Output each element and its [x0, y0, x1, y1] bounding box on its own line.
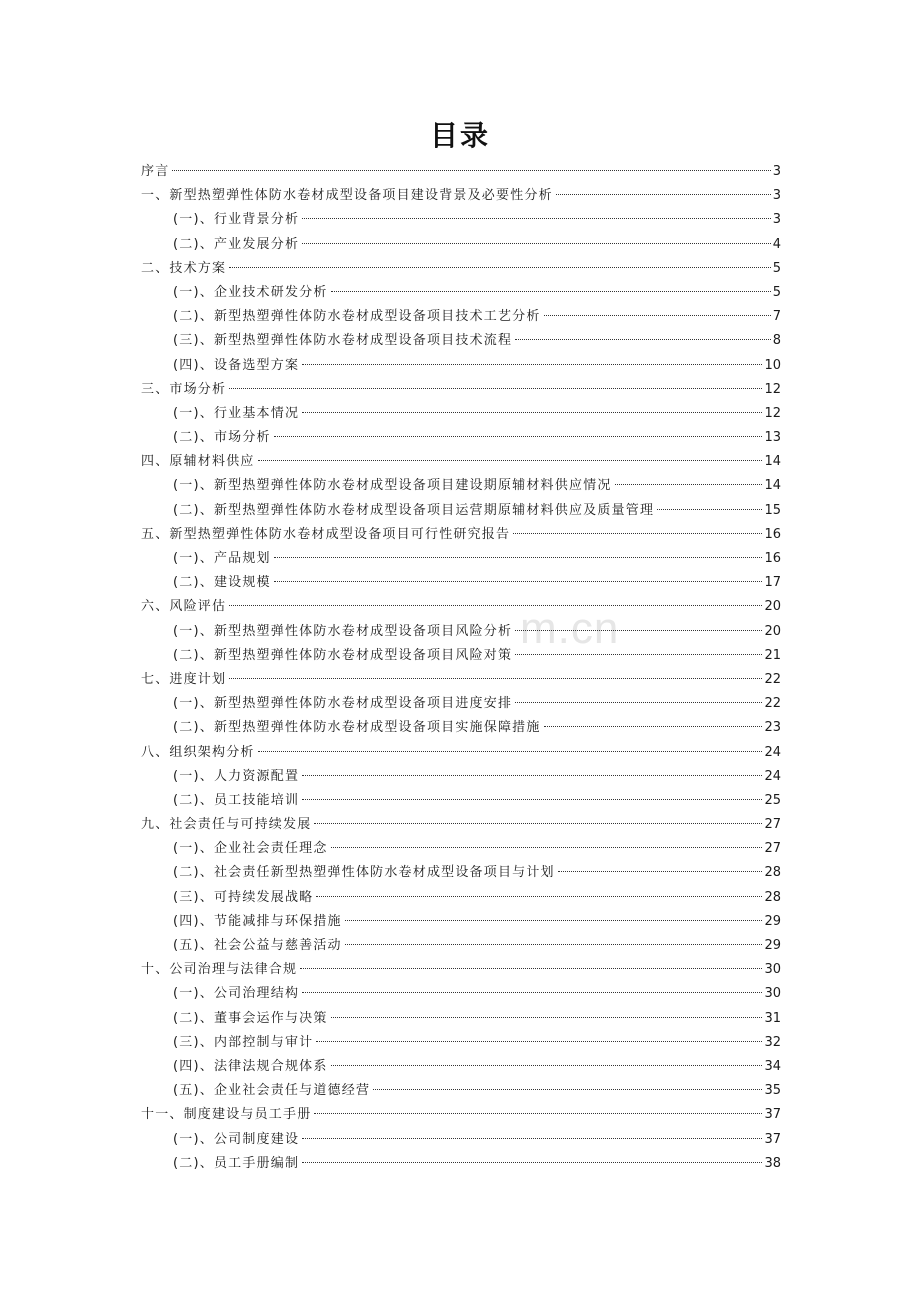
toc-page-number: 3: [772, 212, 781, 228]
toc-dot-leader: [345, 920, 763, 921]
toc-section-entry[interactable]: [141, 499, 781, 523]
toc-chapter-entry[interactable]: [141, 257, 781, 281]
toc-page-number: 28: [764, 889, 781, 905]
toc-chapter-entry[interactable]: [141, 741, 781, 765]
toc-entry-title: 八、组织架构分析: [141, 744, 255, 760]
toc-dot-leader: [302, 364, 762, 365]
toc-entry-title: 四、原辅材料供应: [141, 454, 255, 470]
toc-entry-title: 七、进度计划: [141, 671, 227, 687]
toc-page-number: 16: [764, 551, 781, 566]
toc-section-entry[interactable]: [141, 1152, 781, 1176]
toc-entry-title: (二)、员工技能培训: [173, 792, 300, 808]
toc-entry-title: 九、社会责任与可持续发展: [141, 817, 312, 833]
toc-dot-leader: [657, 509, 762, 510]
toc-section-entry[interactable]: [141, 474, 781, 498]
toc-dot-leader: [229, 678, 762, 679]
toc-section-entry[interactable]: [141, 426, 781, 450]
toc-dot-leader: [316, 896, 762, 897]
toc-entry-title: (一)、新型热塑弹性体防水卷材成型设备项目建设期原辅材料供应情况: [173, 478, 612, 494]
toc-page-number: 30: [764, 986, 781, 1002]
toc-entry-title: (二)、新型热塑弹性体防水卷材成型设备项目技术工艺分析: [173, 309, 541, 325]
toc-dot-leader: [274, 557, 763, 558]
toc-entry-title: (二)、新型热塑弹性体防水卷材成型设备项目风险对策: [173, 647, 513, 663]
toc-entry-title: 序言: [141, 164, 170, 179]
toc-dot-leader: [302, 412, 762, 413]
toc-entry-title: (一)、产品规划: [173, 551, 271, 566]
toc-dot-leader: [314, 1113, 762, 1114]
toc-chapter-entry[interactable]: [141, 813, 781, 837]
toc-dot-leader: [302, 218, 771, 219]
toc-dot-leader: [302, 243, 771, 244]
toc-dot-leader: [274, 436, 763, 437]
toc-chapter-entry[interactable]: [141, 523, 781, 547]
toc-entry-title: (三)、新型热塑弹性体防水卷材成型设备项目技术流程: [173, 333, 513, 349]
toc-dot-leader: [302, 775, 762, 776]
toc-page-number: 5: [772, 260, 781, 276]
toc-page-number: 34: [764, 1058, 781, 1074]
toc-section-entry[interactable]: [141, 208, 781, 232]
toc-dot-leader: [302, 1138, 762, 1139]
toc-page-number: 31: [764, 1010, 781, 1026]
toc-page-number: 27: [764, 841, 781, 857]
toc-dot-leader: [258, 751, 763, 752]
toc-section-entry[interactable]: [141, 1055, 781, 1079]
toc-dot-leader: [302, 992, 762, 993]
toc-dot-leader: [229, 267, 771, 268]
toc-page-number: 7: [772, 309, 781, 325]
toc-page-number: 27: [764, 817, 781, 833]
toc-entry-title: 六、风险评估: [141, 599, 227, 615]
toc-entry-title: (一)、公司制度建设: [173, 1131, 300, 1147]
toc-chapter-entry[interactable]: [141, 184, 781, 208]
toc-entry-title: (四)、法律法规合规体系: [173, 1058, 328, 1074]
page-title: 目录: [429, 119, 490, 152]
toc-entry-title: 五、新型热塑弹性体防水卷材成型设备项目可行性研究报告: [141, 526, 511, 542]
toc-dot-leader: [316, 1041, 762, 1042]
toc-page-number: 4: [772, 236, 781, 252]
toc-dot-leader: [558, 871, 763, 872]
toc-section-entry[interactable]: [141, 1079, 781, 1103]
toc-entry-title: (一)、新型热塑弹性体防水卷材成型设备项目进度安排: [173, 696, 513, 712]
toc-section-entry[interactable]: [141, 547, 781, 571]
toc-section-entry[interactable]: [141, 305, 781, 329]
toc-entry-title: (五)、企业社会责任与道德经营: [173, 1083, 371, 1099]
toc-entry-title: (三)、内部控制与审计: [173, 1034, 314, 1050]
toc-page-number: 16: [764, 526, 781, 542]
toc-page-number: 20: [764, 623, 781, 639]
toc-entry-title: (二)、社会责任新型热塑弹性体防水卷材成型设备项目与计划: [173, 865, 555, 881]
toc-page-number: 30: [764, 962, 781, 978]
toc-page-number: 3: [772, 188, 781, 204]
toc-page-number: 13: [764, 430, 781, 446]
toc-entry-title: (二)、新型热塑弹性体防水卷材成型设备项目运营期原辅材料供应及质量管理: [173, 502, 655, 518]
toc-chapter-entry[interactable]: [141, 450, 781, 474]
toc-dot-leader: [229, 605, 762, 606]
toc-chapter-entry[interactable]: [141, 595, 781, 619]
toc-dot-leader: [556, 194, 771, 195]
toc-section-entry[interactable]: [141, 644, 781, 668]
toc-page-number: 35: [764, 1083, 781, 1099]
toc-page-number: 10: [764, 357, 781, 373]
toc-entry-title: (四)、节能减排与环保措施: [173, 913, 342, 929]
toc-entry-title: (二)、新型热塑弹性体防水卷材成型设备项目实施保障措施: [173, 720, 541, 736]
toc-entry-title: 十一、制度建设与员工手册: [141, 1107, 312, 1123]
toc-section-entry[interactable]: [141, 910, 781, 934]
toc-entry-title: (二)、产业发展分析: [173, 236, 300, 252]
toc-section-entry[interactable]: [141, 861, 781, 885]
toc-entry-title: (五)、社会公益与慈善活动: [173, 938, 342, 953]
toc-entry-title: 三、市场分析: [141, 381, 227, 397]
toc-section-entry[interactable]: [141, 692, 781, 716]
toc-entry-title: (一)、行业基本情况: [173, 405, 300, 421]
toc-dot-leader: [515, 702, 762, 703]
toc-section-entry[interactable]: [141, 1031, 781, 1055]
toc-dot-leader: [258, 460, 763, 461]
toc-section-entry[interactable]: [141, 402, 781, 426]
toc-page-number: 14: [764, 454, 781, 470]
toc-dot-leader: [544, 726, 763, 727]
toc-page-number: 38: [764, 1155, 781, 1171]
toc-section-entry[interactable]: [141, 354, 781, 378]
toc-page-number: 24: [764, 744, 781, 760]
toc-dot-leader: [314, 823, 762, 824]
toc-page-number: 28: [764, 865, 781, 881]
toc-entry-title: 一、新型热塑弹性体防水卷材成型设备项目建设背景及必要性分析: [141, 188, 553, 204]
toc-dot-leader: [513, 533, 762, 534]
toc-page-number: 37: [764, 1131, 781, 1147]
toc-page-number: 32: [764, 1034, 781, 1050]
toc-chapter-entry[interactable]: [141, 958, 781, 982]
toc-entry-title: (三)、可持续发展战略: [173, 889, 314, 905]
toc-entry-title: (二)、董事会运作与决策: [173, 1010, 328, 1026]
toc-dot-leader: [229, 388, 762, 389]
toc-section-entry[interactable]: [141, 765, 781, 789]
toc-dot-leader: [345, 944, 763, 945]
toc-page-number: 37: [764, 1107, 781, 1123]
toc-entry-title: (二)、市场分析: [173, 430, 271, 446]
toc-page-number: 21: [764, 647, 781, 663]
toc-dot-leader: [373, 1089, 762, 1090]
toc-section-entry[interactable]: [141, 1128, 781, 1152]
toc-dot-leader: [331, 1017, 763, 1018]
toc-page-number: 23: [764, 720, 781, 736]
toc-dot-leader: [300, 968, 762, 969]
toc-page-number: 3: [772, 164, 781, 179]
toc-dot-leader: [544, 315, 771, 316]
toc-page-number: 22: [764, 696, 781, 712]
toc-chapter-entry[interactable]: [141, 1103, 781, 1127]
toc-section-entry[interactable]: [141, 886, 781, 910]
toc-dot-leader: [331, 1065, 763, 1066]
toc-entry-title: (二)、建设规模: [173, 575, 271, 591]
toc-entry-title: 十、公司治理与法律合规: [141, 962, 298, 978]
toc-dot-leader: [515, 339, 771, 340]
toc-dot-leader: [331, 847, 763, 848]
toc-section-entry[interactable]: [141, 837, 781, 861]
toc-page-number: 17: [764, 575, 781, 591]
toc-dot-leader: [331, 291, 771, 292]
toc-entry-title: (四)、设备选型方案: [173, 357, 300, 373]
toc-page-number: 24: [764, 768, 781, 784]
toc-section-entry[interactable]: [141, 982, 781, 1006]
toc-section-entry[interactable]: [141, 934, 781, 958]
toc-page-number: 12: [764, 381, 781, 397]
toc-page-number: 25: [764, 792, 781, 808]
toc-chapter-entry[interactable]: [141, 668, 781, 692]
toc-page-number: 14: [764, 478, 781, 494]
toc-section-entry[interactable]: [141, 620, 781, 644]
toc-page-number: 22: [764, 671, 781, 687]
toc-dot-leader: [274, 581, 763, 582]
toc-dot-leader: [172, 170, 770, 171]
toc-dot-leader: [302, 1162, 762, 1163]
toc-entry-title: 二、技术方案: [141, 260, 227, 276]
toc-page-number: 5: [772, 284, 781, 300]
toc-section-entry[interactable]: [141, 233, 781, 257]
toc-dot-leader: [302, 799, 762, 800]
toc-section-entry[interactable]: [141, 329, 781, 353]
toc-page-number: 29: [764, 938, 781, 953]
toc-section-entry[interactable]: [141, 281, 781, 305]
toc-section-entry[interactable]: [141, 716, 781, 740]
toc-chapter-entry[interactable]: [141, 160, 781, 184]
toc-page-number: 8: [772, 333, 781, 349]
toc-dot-leader: [515, 654, 762, 655]
toc-chapter-entry[interactable]: [141, 378, 781, 402]
toc-dot-leader: [615, 484, 763, 485]
toc-entry-title: (一)、企业技术研发分析: [173, 284, 328, 300]
table-of-contents: [141, 160, 781, 1176]
toc-section-entry[interactable]: [141, 1007, 781, 1031]
toc-entry-title: (一)、行业背景分析: [173, 212, 300, 228]
toc-page-number: 29: [764, 913, 781, 929]
toc-page-number: 15: [764, 502, 781, 518]
toc-section-entry[interactable]: [141, 571, 781, 595]
toc-entry-title: (一)、企业社会责任理念: [173, 841, 328, 857]
toc-entry-title: (一)、公司治理结构: [173, 986, 300, 1002]
toc-section-entry[interactable]: [141, 789, 781, 813]
toc-page-number: 12: [764, 405, 781, 421]
toc-entry-title: (一)、人力资源配置: [173, 768, 300, 784]
toc-entry-title: (一)、新型热塑弹性体防水卷材成型设备项目风险分析: [173, 623, 513, 639]
toc-entry-title: (二)、员工手册编制: [173, 1155, 300, 1171]
watermark: m.cn: [520, 604, 620, 653]
toc-page-number: 20: [764, 599, 781, 615]
toc-dot-leader: [515, 630, 762, 631]
